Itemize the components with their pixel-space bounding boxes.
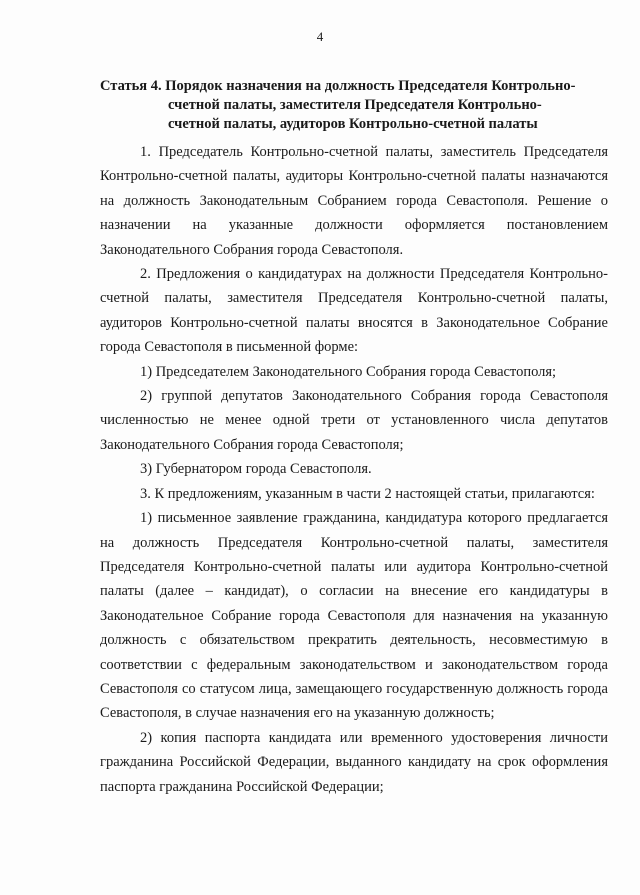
- article-heading-line: счетной палаты, аудиторов Контрольно-счетной палаты: [168, 116, 538, 132]
- article-heading: [100, 77, 600, 134]
- list-item: 3) Губернатором города Севастополя.: [140, 461, 372, 478]
- list-item: 2) группой депутатов Законодательного Собрания города Севастополя численностью не менее одной трети от установленного числа депутатов Законодательного Собрания города Севастополя;: [100, 388, 608, 453]
- article-heading-line: счетной палаты, заместителя Председателя Контрольно-: [168, 97, 542, 113]
- paragraph-part-1: 1. Председатель Контрольно-счетной палаты, заместитель Председателя Контрольно-счетной палаты, аудиторы Контрольно-счетной палаты назначаются на должность Законодательным Собранием города Севастополя. Решение о назначении на указанные должности оформляется постановлением Законодательного Собрания города Севастополя.: [100, 144, 608, 258]
- article-body: [100, 140, 608, 799]
- page-number: 4: [316, 29, 324, 44]
- paragraph-part-2: 2. Предложения о кандидатурах на должности Председателя Контрольно-счетной палаты, заместителя Председателя Контрольно-счетной палаты, аудиторов Контрольно-счетной палаты вносятся в Законодательное Собрание города Севастополя в письменной форме:: [100, 266, 608, 356]
- list-item: 1) Председателем Законодательного Собрания города Севастополя;: [140, 363, 557, 380]
- paragraph-part-3: 3. К предложениям, указанным в части 2 настоящей статьи, прилагаются:: [140, 485, 595, 502]
- list-item: 1) письменное заявление гражданина, кандидатура которого предлагается на должность Председателя Контрольно-счетной палаты, заместителя Председателя Контрольно-счетной палаты или аудитора Контрольно-счетной палаты (далее – кандидат), о согласии на внесение его кандидатуры в Законодательное Собрание города Севастополя для назначения на указанную должность с обязательством прекратить деятельность, несовместимую в соответствии с федеральным законодательством и законодательством города Севастополя со статусом лица, замещающего государственную должность города Севастополя, в случае назначения его на указанную должность;: [100, 510, 608, 722]
- article-heading-line: Статья 4. Порядок назначения на должность Председателя Контрольно-: [100, 78, 576, 94]
- list-item: 2) копия паспорта кандидата или временного удостоверения личности гражданина Российской Федерации, выданного кандидату на срок оформления паспорта гражданина Российской Федерации;: [100, 729, 608, 795]
